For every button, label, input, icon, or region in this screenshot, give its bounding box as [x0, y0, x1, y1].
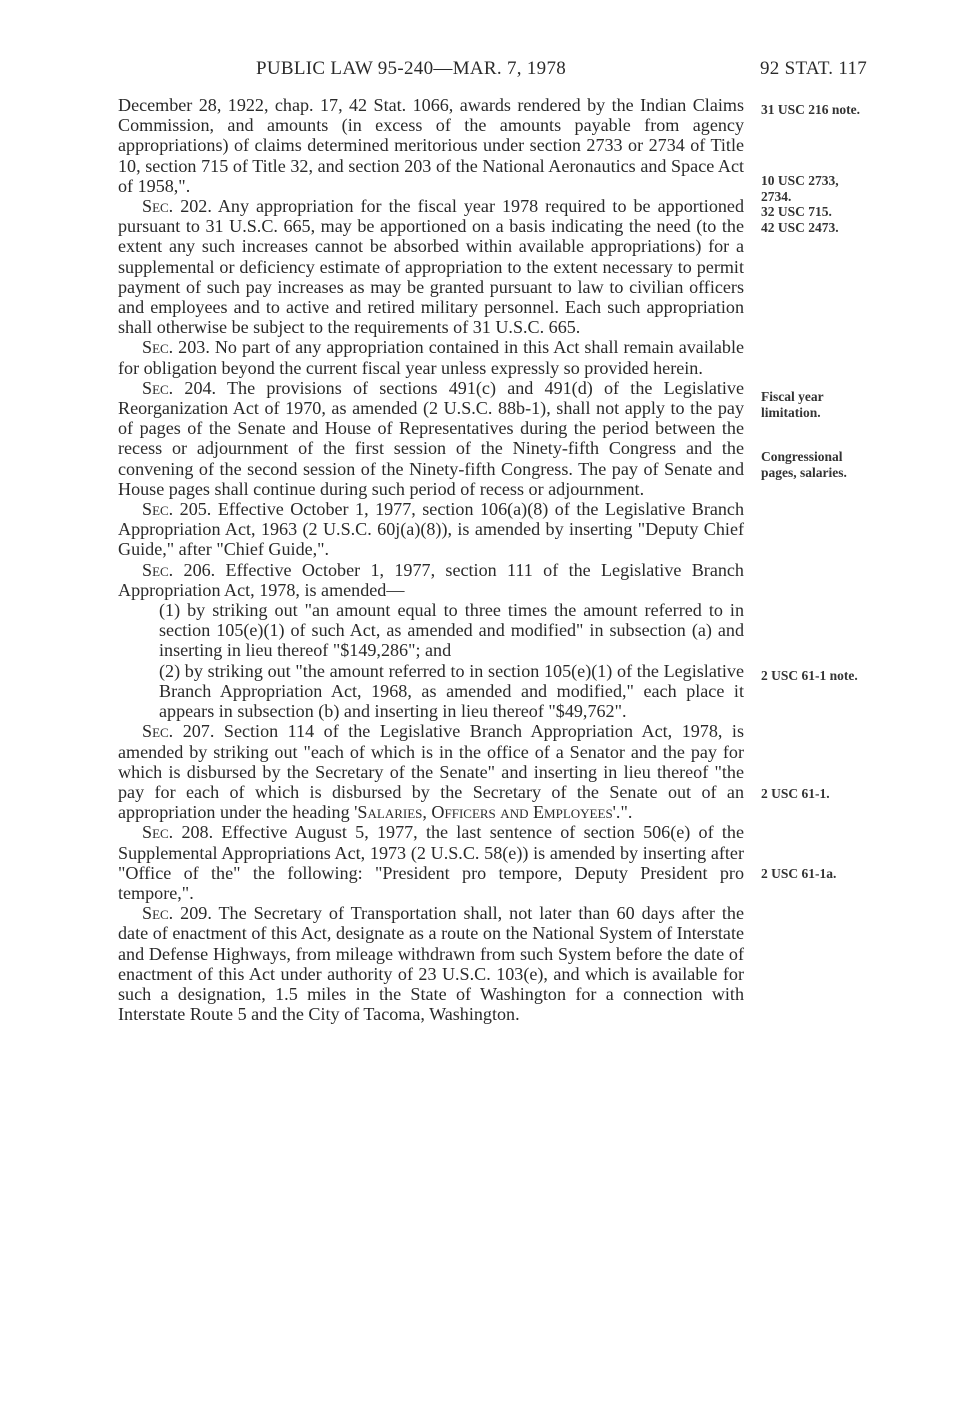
margin-note-2usc61-1: 2 USC 61-1. [761, 786, 830, 801]
margin-citation: 2734. [761, 188, 792, 204]
paragraph-continued: December 28, 1922, chap. 17, 42 Stat. 1066, awards rendered by the Indian Claims Commission, and amounts (in excess of the amounts payable from agency appropriations) of claims determined meritorious under section 2733 or 2734 of Title 10, section 715 of Title 32, and section 203 of the National Aeronautics and Space Act of 1958,". [118, 95, 744, 196]
section-206 [118, 560, 744, 600]
section-label: Sec. 209. [142, 903, 212, 924]
document-body [118, 95, 744, 1024]
margin-citation: 42 USC 2473. [761, 219, 839, 235]
margin-heading: limitation. [761, 404, 821, 420]
margin-note-2usc61-1-note: 2 USC 61-1 note. [761, 668, 858, 683]
section-206-item-2: (2) by striking out "the amount referred to in section 105(e)(1) of the Legislative Branch Appropriation Act, 1968, as amended and modified," each place it appears in subsection (b) and inserting in lieu thereof "$49,762". [159, 660, 744, 722]
section-202 [118, 196, 744, 337]
section-text: Any appropriation for the fiscal year 1978 required to be apportioned pursuant to 31 U.S.C. 665, may be apportioned on a basis indicating the need (to the extent any such increases cannot be absorbed within available appropriations) for a supplemental or deficiency estimate of appropriation to the extent necessary to permit payment of such pay increases as may be granted pursuant to law to civilian officers and employees and to active and retired military personnel. Each such appropriation shall otherwise be subject to the requirements of 31 U.S.C. 665. [118, 196, 744, 338]
section-label: Sec. 208. [142, 822, 214, 843]
margin-citation: 32 USC 715. [761, 204, 832, 219]
margin-citation: 10 USC 2733, [761, 173, 839, 188]
section-205 [118, 499, 744, 560]
section-label: Sec. 203. [142, 337, 210, 358]
margin-note-2usc61-1a: 2 USC 61-1a. [761, 866, 837, 881]
section-203 [118, 337, 744, 377]
section-label: Sec. 205. [142, 499, 212, 520]
margin-heading: Fiscal year [761, 389, 824, 404]
margin-note-31usc216: 31 USC 216 note. [761, 102, 861, 117]
section-text: The provisions of sections 491(c) and 491(d) of the Legislative Reorganization Act of 1970, as amended (2 U.S.C. 88b-1), shall not apply to the pay of pages of the Senate and House of Representatives during the period between the recess or adjournment of the first session of the Ninety-fifth Congress and the convening of the second session of the Ninety-fifth Congress. The pay of Senate and House pages shall continue during such period of recess or adjournment. [118, 377, 745, 499]
section-text: Section 114 of the Legislative Branch Appropriation Act, 1978, is amended by striking out "each of which is in the office of a Senator and the pay for which is disbursed by the Secretary of the Senate" and inserting in lieu thereof "the pay for each of which is disbursed by the Secretary of the Senate out of an appropriation under the heading ' [118, 721, 744, 823]
section-label: Sec. 206. [142, 559, 216, 580]
margin-heading: pages, salaries. [761, 464, 847, 480]
margin-heading: Congressional [761, 449, 843, 464]
section-text: The Secretary of Transportation shall, not later than 60 days after the date of enactment of this Act, designate as a route on the National System of Interstate and Defense Highways, from mileage withdrawn from such System before the date of enactment of this Act under authority of 23 U.S.C. 103(e), and which is available for such a designation, 1.5 miles in the State of Washington for a connection with Interstate Route 5 and the City of Tacoma, Washington. [118, 903, 744, 1025]
page-header-title: PUBLIC LAW 95-240—MAR. 7, 1978 [256, 58, 567, 79]
section-label: Sec. 202. [142, 196, 212, 217]
margin-note-citations [761, 173, 901, 235]
section-208 [118, 822, 744, 903]
section-text: Effective October 1, 1977, section 106(a)(8) of the Legislative Branch Appropriation Act, 1963 (2 U.S.C. 60j(a)(8)), is amended by inserting "Deputy Chief Guide," after "Chief Guide,". [118, 499, 745, 560]
page-header-stat: 92 STAT. 117 [760, 58, 868, 79]
section-label: Sec. 204. [142, 377, 217, 398]
appropriation-heading: Salaries, Officers and Employees [357, 802, 613, 823]
section-text: Effective August 5, 1977, the last sentence of section 506(e) of the Supplemental Appropriations Act, 1973 (2 U.S.C. 58(e)) is amended by inserting after "Office of the" the following: "President pro tempore, Deputy President pro tempore,". [118, 822, 744, 903]
section-label: Sec. 207. [142, 721, 215, 742]
section-207 [118, 721, 744, 822]
section-209 [118, 903, 744, 1024]
section-text: Effective October 1, 1977, section 111 of the Legislative Branch Appropriation Act, 1978, is amended— [118, 559, 744, 600]
section-204 [118, 378, 744, 499]
margin-note-congressional-pages [761, 449, 901, 480]
section-text-end: '.". [612, 802, 633, 823]
section-text: No part of any appropriation contained in this Act shall remain available for obligation beyond the current fiscal year unless expressly so provided herein. [118, 337, 745, 378]
margin-note-fiscal-year [761, 389, 901, 420]
section-206-item-1: (1) by striking out "an amount equal to three times the amount referred to in section 105(e)(1) of such Act, as amended and modified" in subsection (a) and inserting in lieu thereof "$149,286"; and [159, 600, 744, 661]
